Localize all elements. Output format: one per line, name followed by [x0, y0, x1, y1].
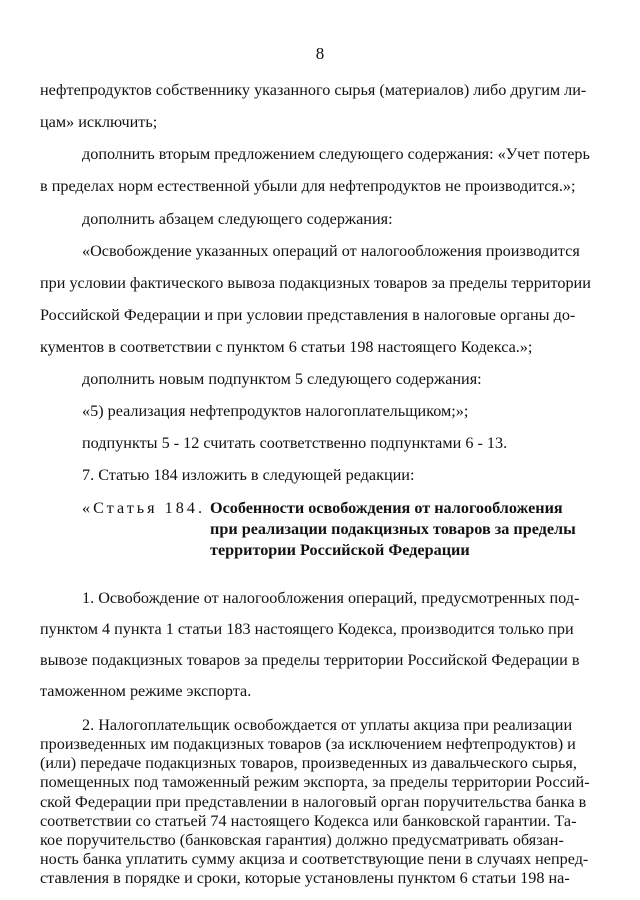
paragraph-line: кое поручительство (банковская гарантия) должно предусматривать обязан-	[40, 831, 564, 849]
article-title-line: при реализации подакцизных товаров за пределы	[210, 520, 576, 538]
text-line: дополнить новым подпунктом 5 следующего содержания:	[82, 370, 482, 388]
paragraph-line: 1. Освобождение от налогообложения операций, предусмотренных под-	[82, 589, 580, 607]
paragraph-line: произведенных им подакцизных товаров (за исключением нефтепродуктов) и	[40, 735, 576, 753]
text-line: кументов в соответствии с пунктом 6 статьи 198 настоящего Кодекса.»;	[40, 338, 533, 356]
text-line: «Освобождение указанных операций от налогообложения производится	[82, 242, 580, 260]
paragraph-line: 2. Налогоплательщик освобождается от уплаты акциза при реализации	[82, 716, 573, 734]
text-line: цам» исключить;	[40, 113, 158, 131]
article-label: «Статья 184.	[82, 499, 205, 517]
paragraph-line: ставления в порядке и сроки, которые установлены пунктом 6 статьи 198 на-	[40, 869, 570, 887]
text-line: 7. Статью 184 изложить в следующей редакции:	[82, 466, 415, 484]
text-line: Российской Федерации и при условии представления в налоговые органы до-	[40, 306, 576, 324]
text-line: дополнить абзацем следующего содержания:	[82, 210, 393, 228]
article-title-line: Особенности освобождения от налогообложения	[210, 499, 563, 517]
text-line: подпункты 5 - 12 считать соответственно подпунктами 6 - 13.	[82, 434, 508, 452]
paragraph-line: помещенных под таможенный режим экспорта, за пределы территории Россий-	[40, 773, 590, 791]
text-line: в пределах норм естественной убыли для нефтепродуктов не производится.»;	[40, 177, 576, 195]
paragraph-line: таможенном режиме экспорта.	[40, 682, 252, 700]
paragraph-line: соответствии со статьей 74 настоящего Кодекса или банковской гарантии. Та-	[40, 812, 577, 830]
text-line: нефтепродуктов собственнику указанного сырья (материалов) либо другим ли-	[40, 81, 587, 99]
article-title-line: территории Российской Федерации	[210, 541, 470, 559]
page-number: 8	[315, 44, 325, 63]
paragraph-line: (или) передаче подакцизных товаров, произведенных из давальческого сырья,	[40, 754, 577, 772]
text-line: «5) реализация нефтепродуктов налогоплательщиком;»;	[82, 402, 469, 420]
text-line: при условии фактического вывоза подакцизных товаров за пределы территории	[40, 274, 591, 292]
paragraph-line: ность банка уплатить сумму акциза и соответствующие пени в случаях непред-	[40, 850, 589, 868]
paragraph-line: пунктом 4 пункта 1 статьи 183 настоящего Кодекса, производится только при	[40, 620, 574, 638]
text-line: дополнить вторым предложением следующего содержания: «Учет потерь	[82, 145, 590, 163]
paragraph-line: вывозе подакцизных товаров за пределы территории Российской Федерации в	[40, 651, 580, 669]
paragraph-line: ской Федерации при представлении в налоговый орган поручительства банка в	[40, 793, 587, 811]
